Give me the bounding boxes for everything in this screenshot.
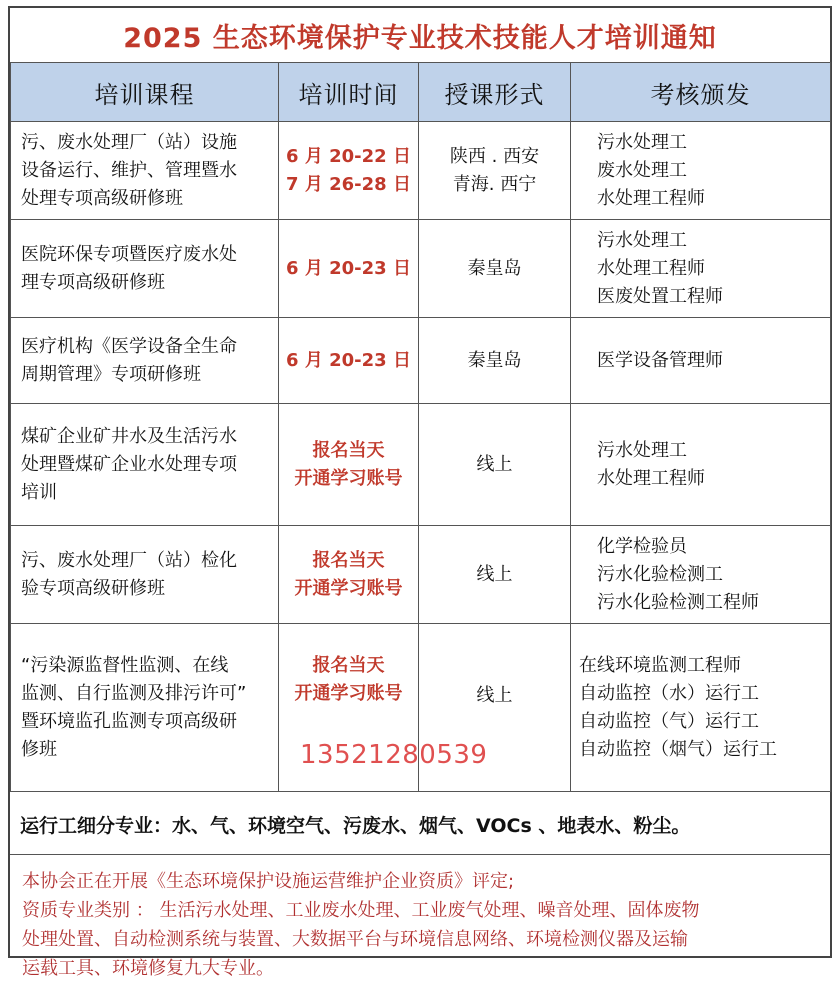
certificate-cell [571, 404, 831, 526]
certificate-cell [571, 624, 831, 792]
course-cell [11, 122, 279, 220]
form-line: 线上 [476, 563, 513, 585]
course-line: 培训 [21, 481, 57, 503]
time-cell [279, 404, 419, 526]
operator-subspecialties: 运行工细分专业：水、气、环境空气、污废水、烟气、VOCs 、地表水、粉尘。 [10, 794, 830, 855]
notice-line: 本协会正在开展《生态环境保护设施运营维护企业资质》评定; [22, 871, 515, 892]
course-line: 设备运行、维护、管理暨水 [21, 159, 237, 181]
certificate-cell [571, 526, 831, 624]
time-line: 报名当天 [312, 439, 385, 461]
certificate-line: 水处理工程师 [597, 187, 705, 209]
course-line: 处理暨煤矿企业水处理专项 [21, 453, 237, 475]
certificate-line: 自动监控（烟气）运行工 [579, 738, 777, 760]
course-line: 污、废水处理厂（站）设施 [21, 131, 237, 153]
course-line: “污染源监督性监测、在线 [21, 654, 229, 676]
form-line: 线上 [476, 685, 513, 706]
time-line: 报名当天 [312, 549, 385, 571]
certificate-line: 化学检验员 [597, 535, 687, 557]
certificate-line: 污水处理工 [597, 439, 687, 461]
time-cell [279, 318, 419, 404]
certificate-line: 污水处理工 [597, 229, 687, 251]
certificate-line: 污水处理工 [597, 131, 687, 153]
certificate-line: 医废处置工程师 [597, 285, 723, 307]
page-title: 2025 生态环境保护专业技术技能人才培训通知 [123, 22, 717, 54]
notice-line: 处理处置、自动检测系统与装置、大数据平台与环境信息网络、环境检测仪器及运输 [22, 929, 688, 950]
certificate-line: 水处理工程师 [597, 257, 705, 279]
course-line: 理专项高级研修班 [21, 271, 165, 293]
contact-phone: 13521280539 [300, 740, 488, 770]
certificate-line: 污水化验检测工 [597, 563, 723, 585]
course-cell [11, 404, 279, 526]
certificate-line: 在线环境监测工程师 [579, 654, 741, 676]
time-line: 6 月 20-23 日 [286, 349, 411, 371]
form-line: 青海. 西宁 [452, 173, 537, 195]
course-line: 污、废水处理厂（站）检化 [21, 549, 237, 571]
certificate-cell [571, 220, 831, 318]
course-line: 修班 [21, 738, 57, 760]
time-cell [279, 122, 419, 220]
course-line: 验专项高级研修班 [21, 577, 165, 599]
form-line: 秦皇岛 [467, 257, 522, 279]
certificate-cell [571, 318, 831, 404]
training-notice-sheet [8, 6, 832, 979]
notice-line: 运载工具、环境修复九大专业。 [22, 958, 274, 979]
course-line: 周期管理》专项研修班 [21, 363, 201, 385]
time-cell [279, 526, 419, 624]
course-line: 处理专项高级研修班 [21, 187, 183, 209]
form-line: 陕西 . 西安 [449, 145, 540, 167]
notice-line: 资质专业类别 ： 生活污水处理、工业废水处理、工业废气处理、噪音处理、固体废物 [22, 900, 700, 921]
table-row [11, 404, 831, 526]
course-cell [11, 318, 279, 404]
certificate-line: 自动监控（气）运行工 [579, 710, 759, 732]
course-cell [11, 624, 279, 792]
table-header-row [11, 63, 831, 122]
certificate-cell [571, 122, 831, 220]
certificate-line: 废水处理工 [597, 159, 687, 181]
header-time: 培训时间 [279, 63, 419, 122]
course-line: 医院环保专项暨医疗废水处 [21, 243, 237, 265]
time-line: 6 月 20-23 日 [286, 257, 411, 279]
course-cell [11, 220, 279, 318]
form-cell [419, 404, 571, 526]
table-row [11, 122, 831, 220]
table-row [11, 318, 831, 404]
course-cell [11, 526, 279, 624]
form-cell [419, 122, 571, 220]
form-cell [419, 318, 571, 404]
certificate-line: 自动监控（水）运行工 [579, 682, 759, 704]
certificate-line: 污水化验检测工程师 [597, 591, 759, 613]
course-line: 监测、自行监测及排污许可” [21, 682, 247, 704]
table-row [11, 220, 831, 318]
time-cell [279, 220, 419, 318]
time-line: 6 月 20-22 日 [286, 145, 411, 167]
header-form: 授课形式 [419, 63, 571, 122]
notes-section [10, 794, 830, 983]
time-line: 开通学习账号 [294, 683, 403, 704]
time-line: 开通学习账号 [294, 467, 403, 489]
form-line: 秦皇岛 [467, 349, 522, 371]
training-table [10, 62, 831, 792]
header-certificate: 考核颁发 [571, 63, 831, 122]
time-line: 开通学习账号 [294, 577, 403, 599]
certificate-line: 医学设备管理师 [597, 349, 723, 371]
form-line: 线上 [476, 453, 513, 475]
time-line: 7 月 26-28 日 [286, 173, 411, 195]
header-course: 培训课程 [11, 63, 279, 122]
form-cell [419, 526, 571, 624]
time-line: 报名当天 [312, 655, 385, 676]
form-cell [419, 220, 571, 318]
course-line: 暨环境监孔监测专项高级研 [21, 710, 237, 732]
course-line: 医疗机构《医学设备全生命 [21, 335, 237, 357]
course-line: 煤矿企业矿井水及生活污水 [21, 425, 237, 447]
certificate-line: 水处理工程师 [597, 467, 705, 489]
table-row [11, 526, 831, 624]
